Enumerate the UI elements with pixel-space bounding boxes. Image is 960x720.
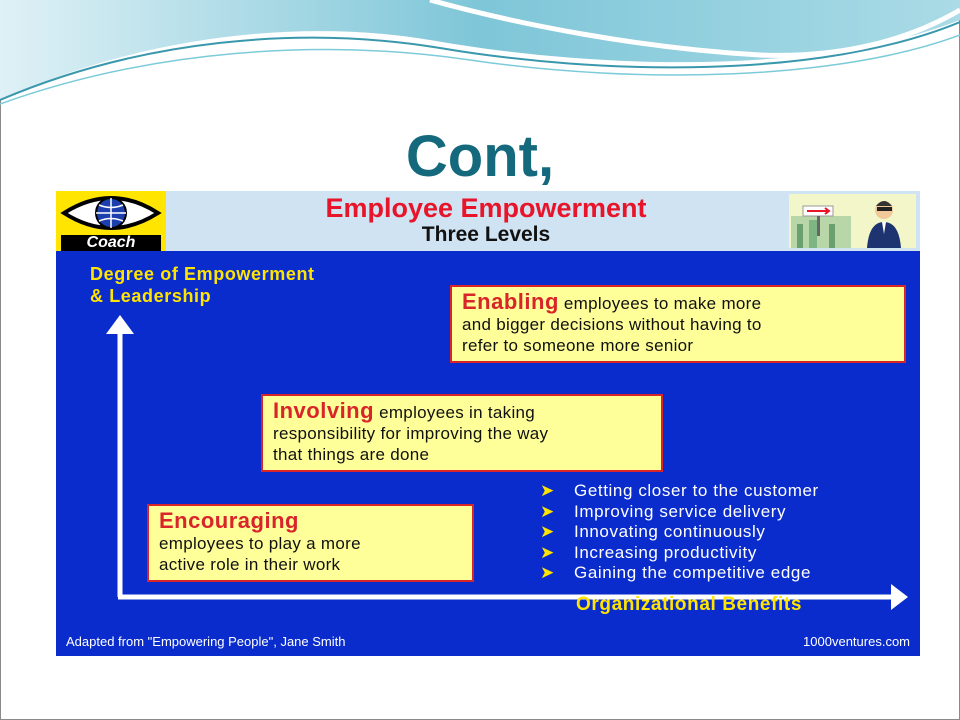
logo-text: Coach [86,234,136,251]
level-box-involving [261,394,663,472]
site-credit: 1000ventures.com [803,634,910,649]
benefits-list [540,481,819,584]
x-axis-label: Organizational Benefits [576,594,803,615]
level-text: and bigger decisions without having to [462,315,762,334]
list-item: ➤ Getting closer to the customer [540,481,819,500]
level-text: employees to make more [563,294,762,313]
level-box-encouraging [147,504,474,582]
level-text: employees in taking [379,403,536,422]
diagram-subtitle: Three Levels [421,223,551,246]
list-item: ➤ Increasing productivity [540,542,757,562]
level-text: active role in their work [159,555,341,574]
list-item: ➤ Improving service delivery [540,501,787,521]
coach-logo [56,191,166,251]
level-keyword: Encouraging [159,508,299,533]
level-text: that things are done [273,445,430,464]
slide-title: Cont, [405,124,555,189]
level-text: employees to play a more [159,534,361,553]
empowerment-diagram [56,191,920,656]
arrow-bullet-icon: ➤ [540,481,555,500]
diagram-header [56,191,920,251]
y-axis-arrowhead [106,315,134,334]
y-axis-label-line2: & Leadership [90,286,212,306]
diagram-panel [56,251,920,656]
level-text: responsibility for improving the way [273,424,549,443]
arrow-bullet-icon: ➤ [540,501,555,521]
diagram-title: Employee Empowerment [325,193,647,223]
level-box-enabling [450,285,906,363]
arrow-bullet-icon: ➤ [540,542,555,562]
level-keyword: Enabling [462,289,559,314]
businessman-illustration [789,194,916,248]
level-keyword: Involving [273,398,375,423]
level-text: refer to someone more senior [462,336,694,355]
x-axis-arrowhead [891,584,908,610]
arrow-bullet-icon: ➤ [540,522,555,541]
source-credit: Adapted from "Empowering People", Jane Smith [66,634,346,649]
list-item: ➤ Gaining the competitive edge [540,563,811,582]
arrow-bullet-icon: ➤ [540,563,555,582]
list-item: ➤ Innovating continuously [540,522,766,541]
header-wave-decoration [0,0,960,120]
y-axis-label-line1: Degree of Empowerment [90,264,315,284]
